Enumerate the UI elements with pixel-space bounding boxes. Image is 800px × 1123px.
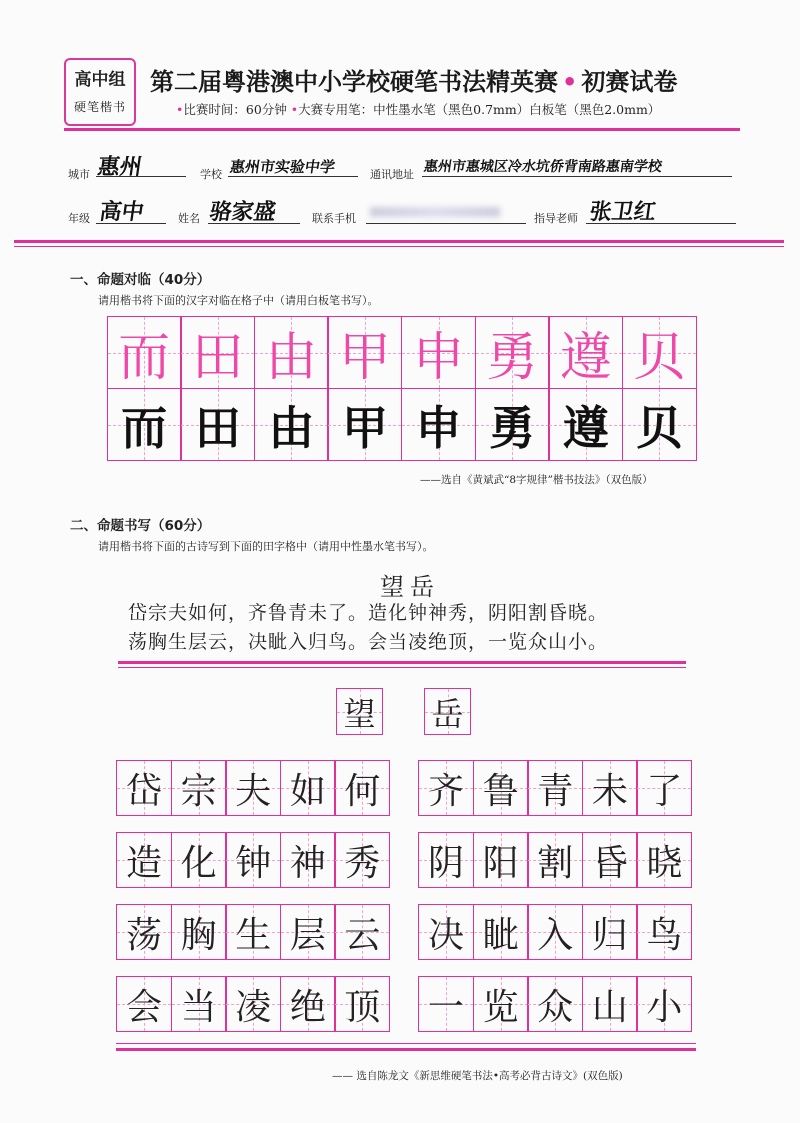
poem-grid-row-2-left: [116, 832, 390, 888]
poem-cell: 阴: [418, 832, 474, 888]
poem-cell: 未: [582, 760, 638, 816]
written-cell: 贝: [622, 388, 697, 461]
subtitle: [176, 100, 660, 118]
title-tail: 初赛试卷: [581, 68, 678, 96]
poem-cell: 如: [280, 760, 336, 816]
poem-cell: 览: [473, 976, 529, 1032]
poem-grid-row-2-right: [418, 832, 692, 888]
poem-cell: 阳: [473, 832, 529, 888]
poem-cell: 一: [418, 976, 474, 1032]
poem-cell: 钟: [225, 832, 281, 888]
poem-cell: 鲁: [473, 760, 529, 816]
poem-cell: 云: [334, 904, 390, 960]
section2-instruction: 请用楷书将下面的古诗写到下面的田字格中（请用中性墨水笔书写）。: [98, 540, 434, 553]
poem-line-2: 荡胸生层云，决眦入归鸟。会当凌绝顶，一览众山小。: [128, 631, 609, 653]
poem-grid-row-1-left: [116, 760, 390, 816]
poem-cell: 入: [527, 904, 583, 960]
address-label: 通讯地址: [370, 168, 414, 181]
poem-cell: 胸: [171, 904, 227, 960]
school-label: 学校: [200, 168, 222, 181]
poem-cell: 顶: [334, 976, 390, 1032]
city-value: 惠州: [95, 154, 144, 180]
poem-cell: 当: [171, 976, 227, 1032]
address-underline: [422, 175, 732, 177]
poem-cell: 岱: [116, 760, 172, 816]
model-cell: 遵: [548, 316, 623, 389]
poem-grid-row-4-left: [116, 976, 390, 1032]
poem-cell: 绝: [280, 976, 336, 1032]
poem-grid-row-3-right: [418, 904, 692, 960]
name-label: 姓名: [178, 212, 200, 225]
city-label: 城市: [68, 168, 90, 181]
school-value: 惠州市实验中学: [228, 158, 337, 176]
poem-rule-top: [118, 661, 686, 664]
teacher-label: 指导老师: [534, 212, 578, 225]
poem-cell: 青: [527, 760, 583, 816]
poem-cell: 鸟: [636, 904, 692, 960]
model-grid-row: [108, 316, 697, 389]
written-title-right: [424, 688, 471, 735]
poem-cell: 眦: [473, 904, 529, 960]
section1-heading: 一、命题对临（40分）: [70, 272, 211, 288]
city-underline: [96, 175, 186, 177]
name-value: 骆家盛: [207, 199, 278, 225]
poem-grid-row-4-right: [418, 976, 692, 1032]
grade-underline: [96, 222, 166, 224]
model-cell: 贝: [622, 316, 697, 389]
title-cell: 岳: [424, 688, 471, 735]
grade-label: 年级: [68, 212, 90, 225]
poem-cell: 荡: [116, 904, 172, 960]
phone-underline: [366, 222, 526, 224]
phone-label: 联系手机: [312, 212, 356, 225]
form-rule: [14, 240, 784, 243]
written-title-left: [336, 688, 383, 735]
written-cell: 勇: [475, 388, 550, 461]
model-cell: 而: [107, 316, 182, 389]
section1-instruction: 请用楷书将下面的汉字对临在格子中（请用白板笔书写）。: [98, 294, 379, 307]
grade-value: 高中: [97, 199, 146, 225]
poem-cell: 昏: [582, 832, 638, 888]
poem-cell: 会: [116, 976, 172, 1032]
badge-category: 硬笔楷书: [73, 100, 126, 114]
model-cell: 由: [254, 316, 329, 389]
poem-cell: 晓: [636, 832, 692, 888]
written-cell: 申: [401, 388, 476, 461]
poem-cell: 了: [636, 760, 692, 816]
poem-cell: 齐: [418, 760, 474, 816]
poem-cell: 凌: [225, 976, 281, 1032]
model-cell: 田: [180, 316, 255, 389]
page-title: [150, 62, 677, 97]
group-badge: [64, 58, 136, 126]
poem-rule-bottom: [116, 1048, 696, 1051]
written-grid-row: [108, 388, 697, 461]
poem-cell: 何: [334, 760, 390, 816]
subtitle-dot-2: •: [290, 102, 299, 117]
poem-rule-top-thin: [118, 667, 686, 668]
poem-cell: 造: [116, 832, 172, 888]
subtitle-time: 比赛时间：60分钟: [183, 102, 287, 117]
written-cell: 田: [180, 388, 255, 461]
form-rule-thin: [14, 246, 784, 247]
poem-cell: 小: [636, 976, 692, 1032]
poem-grid-row-3-left: [116, 904, 390, 960]
phone-redacted: [370, 207, 500, 217]
poem-cell: 割: [527, 832, 583, 888]
poem-cell: 层: [280, 904, 336, 960]
address-value: 惠州市惠城区冷水坑侨背南路惠南学校: [422, 159, 663, 175]
section1-source: ——选自《黄斌武“8字规律”楷书技法》（双色版）: [420, 474, 653, 486]
poem-grid-row-1-right: [418, 760, 692, 816]
school-underline: [228, 175, 358, 177]
title-cell: 望: [336, 688, 383, 735]
poem-cell: 秀: [334, 832, 390, 888]
teacher-value: 张卫红: [587, 199, 658, 225]
poem-cell: 夫: [225, 760, 281, 816]
section2-source: —— 选自陈龙文《新思维硬笔书法•高考必背古诗文》(双色版): [332, 1070, 623, 1082]
section2-heading: 二、命题书写（60分）: [70, 518, 211, 534]
poem-cell: 决: [418, 904, 474, 960]
poem-cell: 归: [582, 904, 638, 960]
poem-rule-bottom-thin: [116, 1043, 696, 1044]
subtitle-pen: 大赛专用笔：中性墨水笔（黑色0.7mm）白板笔（黑色2.0mm）: [298, 102, 661, 117]
subtitle-dot: •: [176, 102, 184, 117]
written-cell: 遵: [548, 388, 623, 461]
written-cell: 而: [107, 388, 182, 461]
teacher-underline: [586, 222, 736, 224]
poem-cell: 宗: [171, 760, 227, 816]
poem-line-1: 岱宗夫如何，齐鲁青未了。造化钟神秀，阴阳割昏晓。: [128, 602, 609, 624]
model-cell: 勇: [475, 316, 550, 389]
title-dot: •: [562, 68, 578, 96]
poem-cell: 众: [527, 976, 583, 1032]
model-cell: 申: [401, 316, 476, 389]
poem-title: 望岳: [380, 573, 440, 601]
header-rule: [64, 128, 740, 131]
poem-cell: 化: [171, 832, 227, 888]
model-cell: 甲: [327, 316, 402, 389]
badge-level: 高中组: [74, 70, 126, 90]
written-cell: 甲: [327, 388, 402, 461]
written-cell: 由: [254, 388, 329, 461]
poem-cell: 神: [280, 832, 336, 888]
name-underline: [208, 222, 300, 224]
poem-cell: 生: [225, 904, 281, 960]
title-main: 第二届粤港澳中小学校硬笔书法精英赛: [150, 68, 558, 96]
poem-cell: 山: [582, 976, 638, 1032]
